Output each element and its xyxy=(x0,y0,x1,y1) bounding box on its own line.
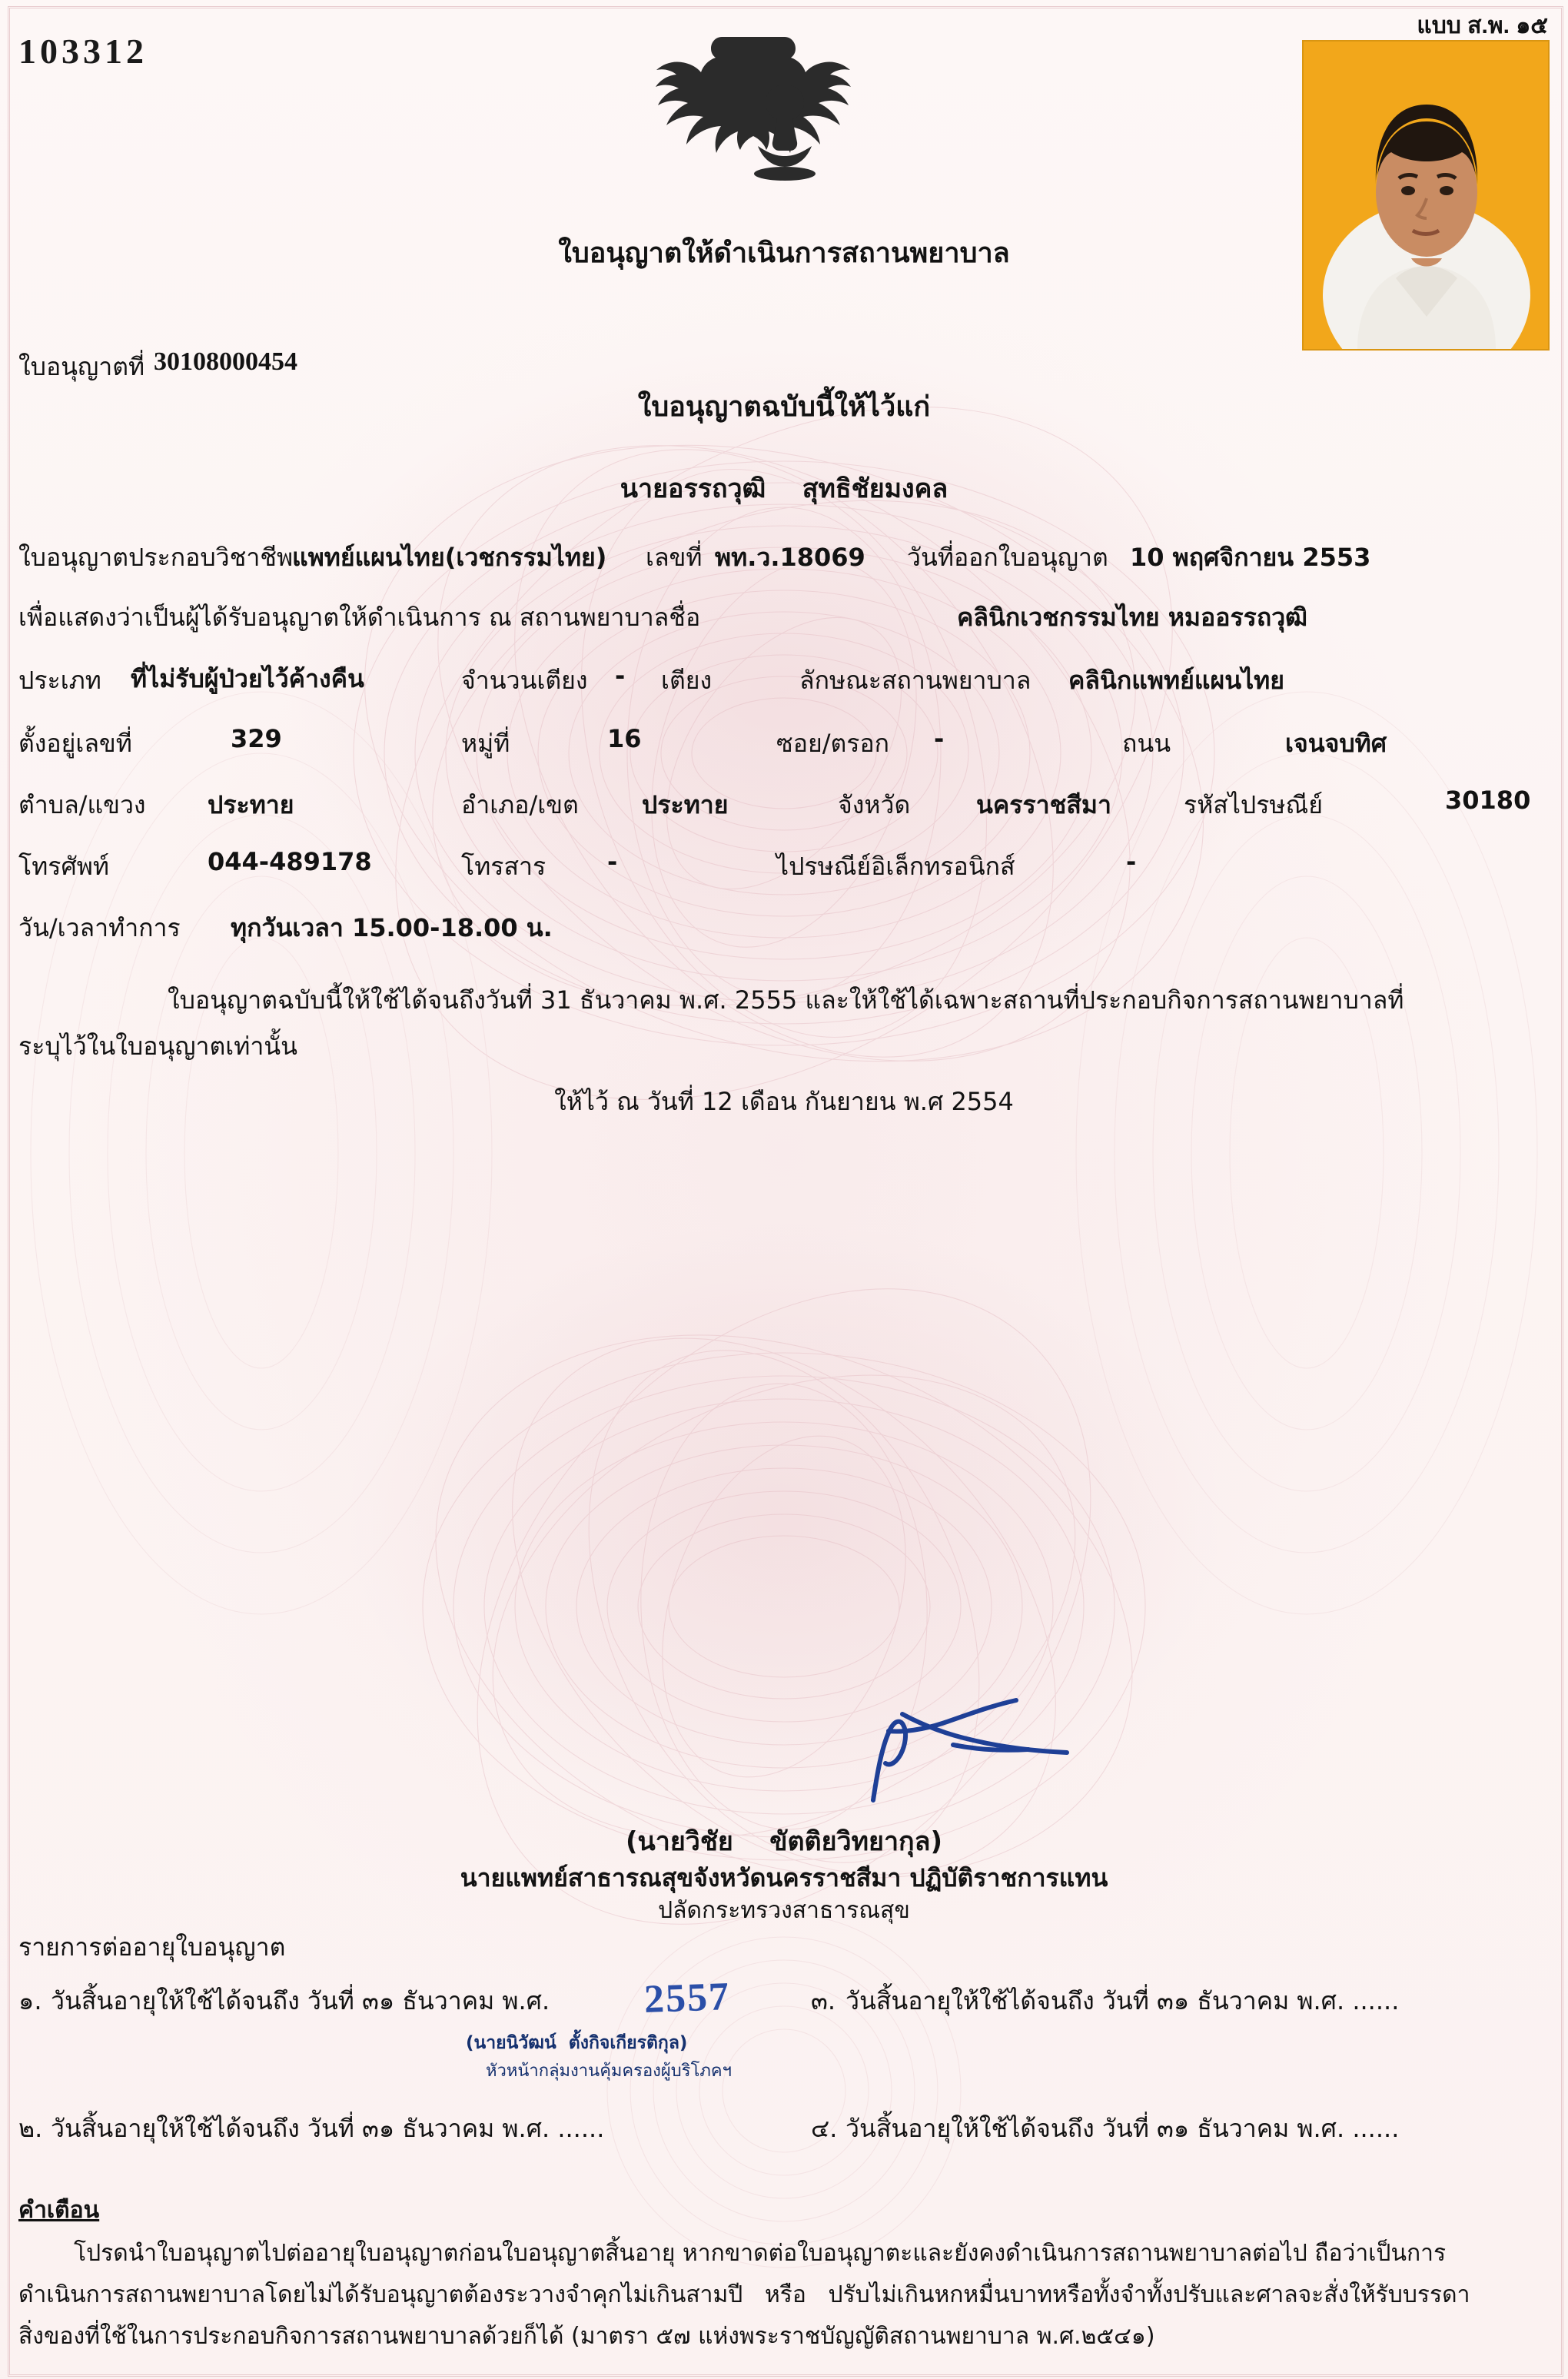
house-no-label: ตั้งอยู่เลขที่ xyxy=(18,729,132,758)
beds-label: จำนวนเตียง xyxy=(461,666,588,695)
renewal-item-2-text: วันสิ้นอายุให้ใช้ได้จนถึง วันที่ ๓๑ ธันวาคม พ.ศ. ...... xyxy=(51,2114,605,2143)
hours-label: วัน/เวลาทำการ xyxy=(18,913,181,942)
facility-type-value: ที่ไม่รับผู้ป่วยไว้ค้างคืน xyxy=(131,664,364,693)
province-label: จังหวัด xyxy=(838,790,911,819)
warning-line-3: สิ่งของที่ใช้ในการประกอบกิจการสถานพยาบาลด้วยก็ได้ (มาตรา ๕๗ แห่งพระราชบัญญัติสถานพยาบาล พ.ศ.๒๕๔๑) xyxy=(18,2323,1155,2350)
fax-label: โทรสาร xyxy=(461,852,546,881)
signer-position-line-1: นายแพทย์สาธารณสุขจังหวัดนครราชสีมา ปฏิบัติราชการแทน xyxy=(460,1863,1108,1892)
form-code: แบบ ส.พ. ๑๕ xyxy=(1417,13,1548,38)
fax-value: - xyxy=(607,847,618,876)
phone-value: 044-489178 xyxy=(208,847,372,876)
renewal-item-3-no: ๓. xyxy=(811,1986,836,2015)
facility-statement-prefix: เพื่อแสดงว่าเป็นผู้ได้รับอนุญาตให้ดำเนินการ ณ สถานพยาบาลชื่อ xyxy=(18,603,701,632)
profession-field: แพทย์แผนไทย(เวชกรรมไทย) xyxy=(292,543,607,572)
postcode-value: 30180 xyxy=(1445,786,1531,815)
moo-label: หมู่ที่ xyxy=(461,729,510,758)
email-value: - xyxy=(1126,847,1137,876)
renewal-item-1-no: ๑. xyxy=(18,1986,42,2015)
license-holder-name: นายอรรถวุฒิ สุทธิชัยมงคล xyxy=(620,473,948,504)
soi-label: ซอย/ตรอก xyxy=(776,729,890,758)
endorser-name: (นายนิวัฒน์ ตั้งกิจเกียรติกุล) xyxy=(466,2033,688,2053)
issued-at-line: ให้ไว้ ณ วันที่ 12 เดือน กันยายน พ.ศ 2554 xyxy=(554,1087,1014,1116)
signer-name: (นายวิชัย ขัตติยวิทยากุล) xyxy=(625,1826,943,1857)
renewal-item-1-text: วันสิ้นอายุให้ใช้ได้จนถึง วันที่ ๓๑ ธันวาคม พ.ศ. xyxy=(51,1986,550,2015)
warning-heading: คำเตือน xyxy=(18,2197,100,2224)
signer-position-line-2: ปลัดกระทรวงสาธารณสุข xyxy=(658,1897,910,1924)
renewal-year-stamp: 2557 xyxy=(643,1975,731,2022)
validity-line-1: ใบอนุญาตฉบับนี้ให้ใช้ได้จนถึงวันที่ 31 ธันวาคม พ.ศ. 2555 และให้ใช้ได้เฉพาะสถานที่ประกอบกิจการสถานพยาบาลที่ xyxy=(168,985,1404,1015)
license-holder-photo xyxy=(1302,40,1550,351)
granted-to-heading: ใบอนุญาตฉบับนี้ให้ไว้แก่ xyxy=(637,391,931,423)
garuda-emblem-icon xyxy=(643,31,927,184)
hours-value: ทุกวันเวลา 15.00-18.00 น. xyxy=(231,913,553,942)
renewal-item-2-no: ๒. xyxy=(18,2114,43,2143)
profession-prefix: ใบอนุญาตประกอบวิชาชีพ xyxy=(18,543,294,572)
serial-number: 103312 xyxy=(18,32,148,71)
province-value: นครราชสีมา xyxy=(976,790,1111,819)
house-no-value: 329 xyxy=(231,724,282,753)
page-title: ใบอนุญาตให้ดำเนินการสถานพยาบาล xyxy=(558,238,1010,269)
issue-date-value: 10 พฤศจิกายน 2553 xyxy=(1130,543,1371,572)
postcode-label: รหัสไปรษณีย์ xyxy=(1184,790,1323,819)
email-label: ไปรษณีย์อิเล็กทรอนิกส์ xyxy=(776,852,1015,881)
handwritten-signature xyxy=(861,1691,1115,1806)
road-label: ถนน xyxy=(1122,729,1171,758)
road-value: เจนจบทิศ xyxy=(1285,729,1387,758)
district-value: ประทาย xyxy=(642,790,729,819)
facility-name: คลินิกเวชกรรมไทย หมออรรถวุฒิ xyxy=(957,603,1308,632)
moo-value: 16 xyxy=(607,724,642,753)
profession-number-label: เลขที่ xyxy=(646,543,703,572)
renewal-item-4-text: วันสิ้นอายุให้ใช้ได้จนถึง วันที่ ๓๑ ธันวาคม พ.ศ. ...... xyxy=(845,2114,1400,2143)
subdistrict-label: ตำบล/แขวง xyxy=(18,790,146,819)
district-label: อำเภอ/เขต xyxy=(461,790,579,819)
warning-line-1: โปรดนำใบอนุญาตไปต่ออายุใบอนุญาตก่อนใบอนุญาตสิ้นอายุ หากขาดต่อใบอนุญาตะและยังคงดำเนินการสถานพยาบาลต่อไป ถือว่าเป็นการ xyxy=(74,2240,1447,2267)
profession-number-value: พท.ว.18069 xyxy=(715,543,865,572)
beds-unit: เตียง xyxy=(661,666,713,695)
beds-value: - xyxy=(615,661,626,690)
renewal-item-4-no: ๔. xyxy=(811,2114,838,2143)
soi-value: - xyxy=(934,724,945,753)
facility-character-label: ลักษณะสถานพยาบาล xyxy=(799,666,1031,695)
facility-character-value: คลินิกแพทย์แผนไทย xyxy=(1068,666,1285,695)
license-no-label: ใบอนุญาตที่ xyxy=(18,352,145,381)
validity-line-2: ระบุไว้ในใบอนุญาตเท่านั้น xyxy=(18,1032,298,1061)
phone-label: โทรศัพท์ xyxy=(18,852,109,881)
facility-type-label: ประเภท xyxy=(18,666,101,695)
issue-date-label: วันที่ออกใบอนุญาต xyxy=(907,543,1108,572)
renewals-heading: รายการต่ออายุใบอนุญาต xyxy=(18,1932,286,1962)
endorser-position: หัวหน้ากลุ่มงานคุ้มครองผู้บริโภคฯ xyxy=(486,2062,732,2081)
renewal-item-3-text: วันสิ้นอายุให้ใช้ได้จนถึง วันที่ ๓๑ ธันวาคม พ.ศ. ...... xyxy=(845,1986,1400,2015)
license-no-value: 30108000454 xyxy=(154,347,297,376)
warning-line-2: ดำเนินการสถานพยาบาลโดยไม่ได้รับอนุญาตต้องระวางจำคุกไม่เกินสามปี หรือ ปรับไม่เกินหกหมื่นบาทหรือทั้งจำทั้งปรับและศาลจะสั่งให้รับบรรดา xyxy=(18,2281,1470,2308)
subdistrict-value: ประทาย xyxy=(208,790,294,819)
